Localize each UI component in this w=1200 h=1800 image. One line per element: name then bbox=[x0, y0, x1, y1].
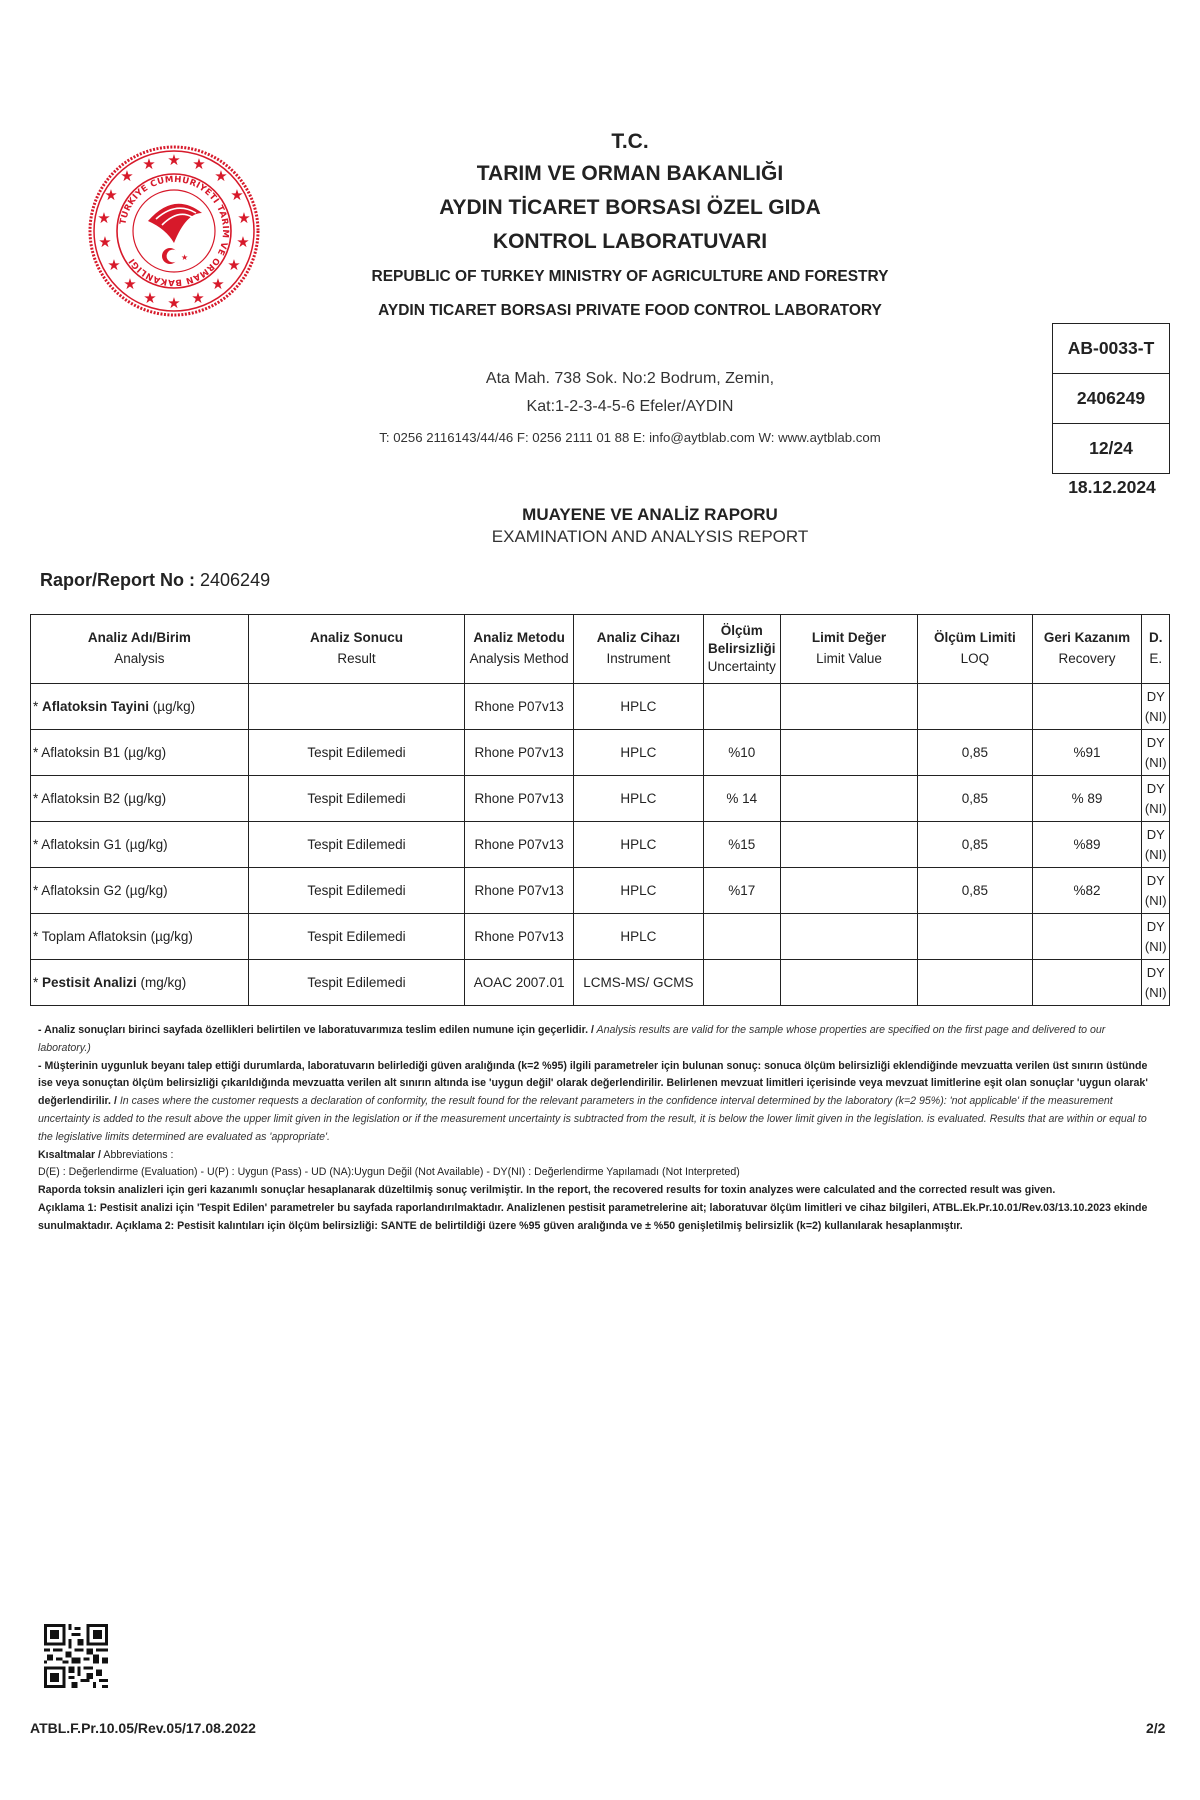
page-number: 2/2 bbox=[1146, 1720, 1166, 1736]
analysis-loq: 0,85 bbox=[918, 776, 1032, 822]
analysis-recovery: % 89 bbox=[1032, 776, 1142, 822]
col-evaluation: D. E. bbox=[1142, 615, 1170, 684]
analysis-uncertainty: %10 bbox=[703, 730, 780, 776]
note-abbreviations-label: Kısaltmalar / Abbreviations : bbox=[38, 1148, 174, 1161]
table-row bbox=[31, 868, 1170, 914]
qr-code-icon bbox=[44, 1624, 108, 1688]
col-uncertainty: Ölçüm Belirsizliği Uncertainty bbox=[703, 615, 780, 684]
svg-text:★: ★ bbox=[97, 209, 111, 227]
header-lab-line1: AYDIN TİCARET BORSASI ÖZEL GIDA bbox=[439, 196, 821, 219]
accreditation-box bbox=[1052, 323, 1170, 474]
analysis-evaluation: DY (NI) bbox=[1142, 730, 1170, 776]
table-header-row bbox=[31, 615, 1170, 684]
svg-text:★: ★ bbox=[107, 256, 121, 274]
report-number bbox=[40, 570, 270, 591]
analysis-result: Tespit Edilemedi bbox=[248, 822, 465, 868]
analysis-name: * Toplam Aflatoksin (µg/kg) bbox=[31, 914, 249, 960]
header-lab-en: AYDIN TICARET BORSASI PRIVATE FOOD CONTROL LABORATORY bbox=[378, 302, 882, 319]
analysis-limit bbox=[780, 684, 917, 730]
note-conformity: - Müşterinin uygunluk beyanı talep ettiği durumlarda, laboratuvarın belirlediği güven aralığında (k=2 %95) ilgili parametreler için bulunan sonuç: sonuca ölçüm belirsizliği eklendiğinde mevzuatta verilen üst sınırın üstünde ise veya sonuçtan ölçüm belirsizliği çıkarıldığında mevzuatta verilen alt sınırın altında ise 'uygun değil' olarak değerlendirilir. Belirlenen mevzuat limitleri içerisinde veya mevzuat limitlerine eşit olan sonuçlar 'uygun olarak' değerlendirilir. / In cases where the customer requests a declaration of conformity, the result found for the relevant parameters in the confidence interval determined by the laboratory (k=2 95%): 'not applicable' if the measurement uncertainty is added to the result above the upper limit given in the legislation or if the measurement uncertainty is subtracted from the result, it is below the lower limit given in the legislation. is evaluated. Results that are within or equal to the legislative limits determined are evaluated as 'appropriate'. bbox=[38, 1059, 1148, 1143]
analysis-name: * Aflatoksin G1 (µg/kg) bbox=[31, 822, 249, 868]
analysis-uncertainty bbox=[703, 914, 780, 960]
address-line2: Kat:1-2-3-4-5-6 Efeler/AYDIN bbox=[526, 398, 734, 415]
col-analysis: Analiz Adı/Birim Analysis bbox=[31, 615, 249, 684]
note-abbreviations: D(E) : Değerlendirme (Evaluation) - U(P) : Uygun (Pass) - UD (NA):Uygun Değil (Not Available) - DY(NI) : Değerlendirme Yapılamadı (Not Interpreted) bbox=[38, 1166, 740, 1179]
table-row bbox=[31, 914, 1170, 960]
analysis-evaluation: DY (NI) bbox=[1142, 868, 1170, 914]
svg-text:★: ★ bbox=[192, 155, 206, 173]
report-number-label: Rapor/Report No : bbox=[40, 570, 195, 590]
analysis-name: * Aflatoksin G2 (µg/kg) bbox=[31, 868, 249, 914]
analysis-method: Rhone P07v13 bbox=[465, 822, 574, 868]
analysis-name: * Aflatoksin Tayini (µg/kg) bbox=[31, 684, 249, 730]
contact-info: T: 0256 2116143/44/46 F: 0256 2111 01 88 E: info@aytblab.com W: www.aytblab.com bbox=[379, 430, 881, 445]
accreditation-report-no: 2406249 bbox=[1053, 374, 1169, 424]
svg-text:★: ★ bbox=[236, 233, 250, 251]
analysis-loq bbox=[918, 960, 1032, 1006]
analysis-evaluation: DY (NI) bbox=[1142, 776, 1170, 822]
analysis-evaluation: DY (NI) bbox=[1142, 822, 1170, 868]
analysis-method: Rhone P07v13 bbox=[465, 914, 574, 960]
analysis-loq: 0,85 bbox=[918, 822, 1032, 868]
svg-text:★: ★ bbox=[167, 294, 181, 312]
analysis-loq bbox=[918, 914, 1032, 960]
table-row bbox=[31, 730, 1170, 776]
analysis-recovery: %91 bbox=[1032, 730, 1142, 776]
analysis-instrument: HPLC bbox=[574, 822, 704, 868]
analysis-recovery bbox=[1032, 684, 1142, 730]
col-result: Analiz Sonucu Result bbox=[248, 615, 465, 684]
qr-code[interactable] bbox=[44, 1624, 108, 1688]
analysis-limit bbox=[780, 776, 917, 822]
ministry-seal-logo bbox=[86, 143, 262, 319]
analysis-method: Rhone P07v13 bbox=[465, 684, 574, 730]
col-instrument: Analiz Cihazı Instrument bbox=[574, 615, 704, 684]
svg-text:★: ★ bbox=[120, 167, 134, 185]
svg-text:★: ★ bbox=[167, 151, 181, 169]
svg-text:★: ★ bbox=[98, 233, 112, 251]
col-recovery: Geri Kazanım Recovery bbox=[1032, 615, 1142, 684]
report-notes bbox=[38, 1022, 1160, 1236]
table-row bbox=[31, 822, 1170, 868]
col-method: Analiz Metodu Analysis Method bbox=[465, 615, 574, 684]
svg-text:TÜRKİYE CUMHURİYETİ TARIM VE O: TÜRKİYE CUMHURİYETİ TARIM VE ORMAN BAKANLIĞI bbox=[118, 174, 231, 288]
table-row bbox=[31, 684, 1170, 730]
analysis-instrument: HPLC bbox=[574, 776, 704, 822]
svg-text:★: ★ bbox=[211, 275, 225, 293]
report-title-en: EXAMINATION AND ANALYSIS REPORT bbox=[491, 527, 809, 546]
analysis-loq: 0,85 bbox=[918, 868, 1032, 914]
analysis-uncertainty: %17 bbox=[703, 868, 780, 914]
svg-text:★: ★ bbox=[181, 253, 189, 262]
analysis-result: Tespit Edilemedi bbox=[248, 776, 465, 822]
analysis-limit bbox=[780, 822, 917, 868]
analysis-method: Rhone P07v13 bbox=[465, 776, 574, 822]
note-recovery: Raporda toksin analizleri için geri kazanımlı sonuçlar hesaplanarak düzeltilmiş sonuç verilmiştir. In the report, the recovered results for toxin analyzes were calculated and the corrected result was given. bbox=[38, 1184, 1056, 1197]
address-line1: Ata Mah. 738 Sok. No:2 Bodrum, Zemin, bbox=[485, 370, 775, 387]
analysis-uncertainty bbox=[703, 960, 780, 1006]
analysis-evaluation: DY (NI) bbox=[1142, 914, 1170, 960]
results-table bbox=[30, 614, 1170, 1006]
analysis-method: AOAC 2007.01 bbox=[465, 960, 574, 1006]
analysis-loq bbox=[918, 684, 1032, 730]
header-lab-line2: KONTROL LABORATUVARI bbox=[492, 230, 768, 253]
svg-text:★: ★ bbox=[230, 186, 244, 204]
report-number-value: 2406249 bbox=[200, 570, 271, 590]
accreditation-period: 12/24 bbox=[1089, 438, 1133, 458]
analysis-instrument: HPLC bbox=[574, 868, 704, 914]
analysis-recovery: %89 bbox=[1032, 822, 1142, 868]
header-tc: T.C. bbox=[611, 130, 649, 153]
analysis-name: * Pestisit Analizi (mg/kg) bbox=[31, 960, 249, 1006]
col-loq: Ölçüm Limiti LOQ bbox=[918, 615, 1032, 684]
analysis-uncertainty: %15 bbox=[703, 822, 780, 868]
svg-text:★: ★ bbox=[142, 155, 156, 173]
report-title-tr: MUAYENE VE ANALİZ RAPORU bbox=[522, 505, 778, 524]
table-row bbox=[31, 960, 1170, 1006]
analysis-result: Tespit Edilemedi bbox=[248, 730, 465, 776]
analysis-instrument: HPLC bbox=[574, 914, 704, 960]
analysis-uncertainty: % 14 bbox=[703, 776, 780, 822]
form-code: ATBL.F.Pr.10.05/Rev.05/17.08.2022 bbox=[30, 1720, 256, 1736]
analysis-result bbox=[248, 684, 465, 730]
analysis-method: Rhone P07v13 bbox=[465, 730, 574, 776]
header-ministry: TARIM VE ORMAN BAKANLIĞI bbox=[476, 162, 784, 185]
analysis-instrument: LCMS-MS/ GCMS bbox=[574, 960, 704, 1006]
analysis-uncertainty bbox=[703, 684, 780, 730]
header-ministry-en: REPUBLIC OF TURKEY MINISTRY OF AGRICULTURE AND FORESTRY bbox=[371, 268, 889, 285]
analysis-recovery: %82 bbox=[1032, 868, 1142, 914]
ministry-seal-icon bbox=[86, 143, 262, 319]
analysis-recovery bbox=[1032, 960, 1142, 1006]
analysis-result: Tespit Edilemedi bbox=[248, 914, 465, 960]
analysis-limit bbox=[780, 868, 917, 914]
analysis-limit bbox=[780, 914, 917, 960]
analysis-limit bbox=[780, 960, 917, 1006]
analysis-limit bbox=[780, 730, 917, 776]
analysis-instrument: HPLC bbox=[574, 730, 704, 776]
svg-text:★: ★ bbox=[214, 167, 228, 185]
note-explanation: Açıklama 1: Pestisit analizi için 'Tespit Edilen' parametreler bu sayfada raporlandırılmaktadır. Analizlenen pestisit parametrelerine ait; laboratuvar ölçüm limitleri ve cihaz bilgileri, ATBL.Ek.Pr.10.01/Rev.03/13.10.2023 ekinde sunulmaktadır. Açıklama 2: Pestisit kalıntıları için ölçüm belirsizliği: SANTE de belirtildiği üzere %95 güven aralığında ve ± %50 genişletilmiş belirsizlik (k=2) kullanılarak hesaplanmıştır. bbox=[38, 1201, 1148, 1232]
analysis-instrument: HPLC bbox=[574, 684, 704, 730]
analysis-result: Tespit Edilemedi bbox=[248, 960, 465, 1006]
analysis-evaluation: DY (NI) bbox=[1142, 960, 1170, 1006]
analysis-method: Rhone P07v13 bbox=[465, 868, 574, 914]
col-limit: Limit Değer Limit Value bbox=[780, 615, 917, 684]
table-row bbox=[31, 776, 1170, 822]
svg-text:★: ★ bbox=[191, 289, 205, 307]
svg-text:★: ★ bbox=[104, 186, 118, 204]
analysis-recovery bbox=[1032, 914, 1142, 960]
accreditation-code: AB-0033-T bbox=[1053, 324, 1169, 374]
analysis-evaluation: DY (NI) bbox=[1142, 684, 1170, 730]
analysis-name: * Aflatoksin B2 (µg/kg) bbox=[31, 776, 249, 822]
note-validity: - Analiz sonuçları birinci sayfada özellikleri belirtilen ve laboratuvarımıza teslim edilen numune için geçerlidir. / Analysis results are valid for the sample whose properties are specified on the first page and delivered to our laboratory.) bbox=[38, 1024, 1106, 1054]
analysis-name: * Aflatoksin B1 (µg/kg) bbox=[31, 730, 249, 776]
svg-text:★: ★ bbox=[237, 209, 251, 227]
report-date: 18.12.2024 bbox=[1068, 477, 1156, 497]
analysis-result: Tespit Edilemedi bbox=[248, 868, 465, 914]
analysis-loq: 0,85 bbox=[918, 730, 1032, 776]
svg-text:★: ★ bbox=[143, 289, 157, 307]
svg-text:★: ★ bbox=[123, 275, 137, 293]
svg-text:★: ★ bbox=[227, 256, 241, 274]
